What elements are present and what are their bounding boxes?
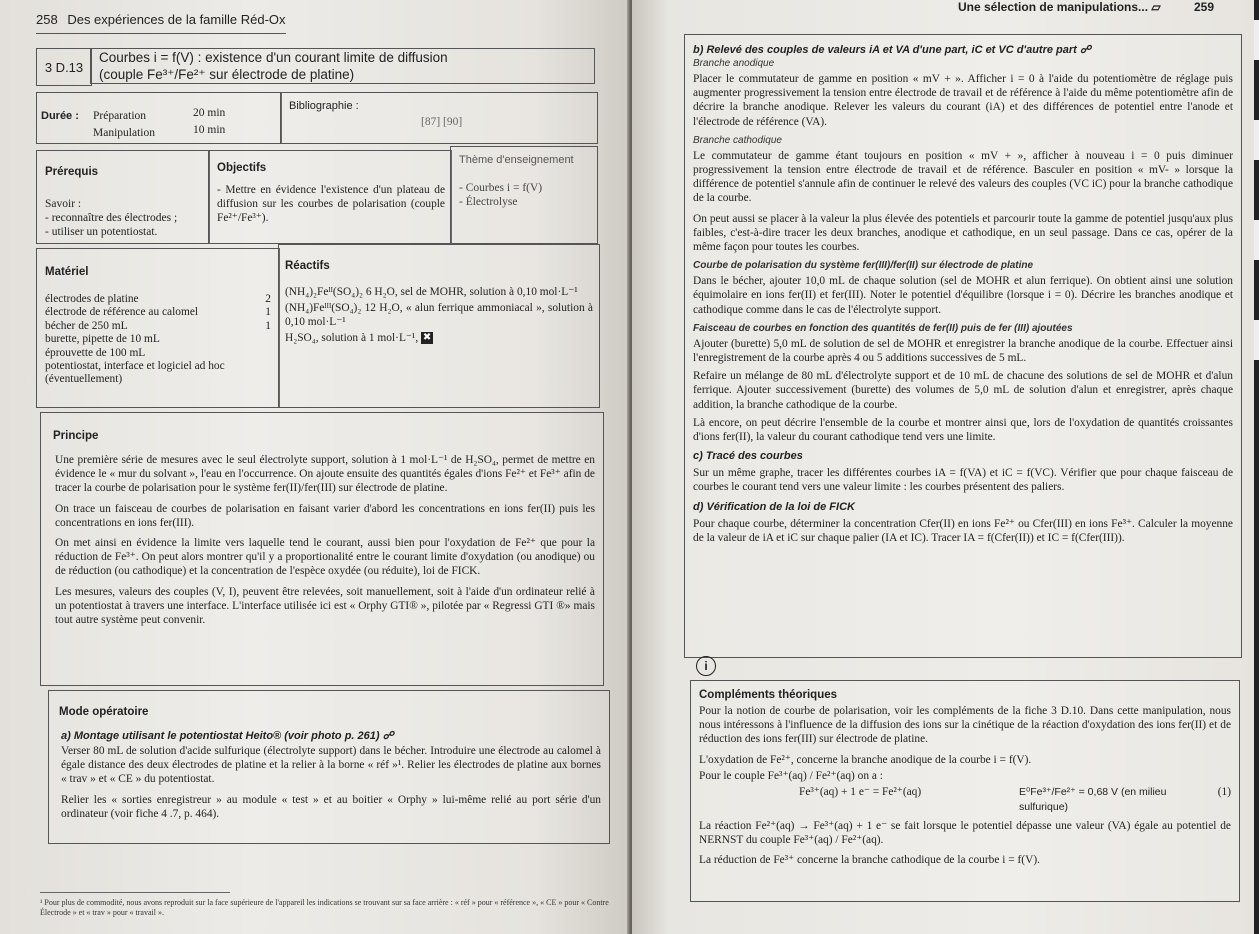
mode-paragraph: Verser 80 mL de solution d'acide sulfurique (électrolyte support) dans le bécher. Introduire une électrode au calomel à égale distance des deux électrodes de platine et la relier à la borne « réf »¹. Relier les électrodes de platine aux bornes « trav » et « CE » du potentiostat. — [61, 745, 601, 786]
objectifs-box — [208, 150, 452, 244]
branche-cathodique-label: Branche cathodique — [693, 134, 782, 146]
materiel-list — [45, 293, 271, 387]
hazard-icon: ✖ — [422, 332, 432, 343]
theme-heading: Thème d'enseignement — [459, 154, 574, 166]
prep-label: Préparation — [93, 110, 147, 122]
complements-body — [699, 689, 1231, 874]
materiel-box — [36, 248, 280, 408]
mode-operatoire-box — [48, 690, 610, 844]
section-b-paragraph: On peut aussi se placer à la valeur la plus élevée des potentiels et parcourir toute la gamme de potentiel jusqu'aux plus faibles, c'est-à-dire tracer les deux branches, anodique et cathodique, en un seul passage. Dans ce cas, opérer de la même façon pour toutes les courbes. — [693, 212, 1233, 254]
prerequis-line-1: Savoir : — [45, 198, 82, 210]
manip-value: 10 min — [193, 124, 226, 136]
materiel-item: burette, pipette de 10 mL — [45, 333, 160, 346]
mode-paragraph: Relier les « sorties enregistreur » au module « test » et au boitier « Orphy » lui-même relié au port série d'un ordinateur (voir fiche 4 .7, p. 464). — [61, 793, 601, 820]
complements-heading: Compléments théoriques — [699, 689, 838, 701]
equation-number: (1) — [1217, 786, 1231, 799]
complements-paragraph: La réduction de Fe³⁺ concerne la branche cathodique de la courbe i = f(V). — [699, 854, 1040, 867]
left-page-number: 258 — [36, 12, 58, 27]
principe-paragraph: On trace un faisceau de courbes de polarisation en faisant varier d'abord les concentrations en ions fer(II) puis les concentrations en ions fer(III). — [55, 502, 595, 529]
principe-body — [55, 453, 595, 633]
section-c-heading: c) Tracé des courbes — [693, 450, 803, 463]
principe-box — [40, 412, 604, 686]
theme-line-1: - Courbes i = f(V) — [459, 182, 543, 194]
complements-paragraph: Pour le couple Fe³⁺(aq) / Fe²⁺(aq) on a : — [699, 769, 883, 782]
equation-row — [699, 785, 1231, 815]
section-b-paragraph: Placer le commutateur de gamme en position « mV + ». Afficher i = 0 à l'aide du potentiomètre de réglage puis augmenter progressivement la tension entre électrode de travail et de référence à l'aide du même potentiomètre afin de décrire la branche anodique. Relever les valeurs du courant (iA) et des différences de potentiel entre l'anode et l'électrode de référence (VA). — [693, 73, 1233, 128]
bibliographie-refs: [87] [90] — [421, 116, 463, 128]
reactif-item: H₂SO₄, solution à 1 mol·L⁻¹, — [285, 331, 419, 344]
prep-value: 20 min — [193, 107, 226, 119]
page-edge — [1254, 0, 1259, 934]
materiel-item: électrodes de platine 2 — [45, 293, 271, 305]
page-edge-tab — [1254, 220, 1259, 260]
prerequis-line-2: - reconnaître des électrodes ; — [45, 212, 178, 224]
reactif-item: (NH₄)Feᴵᴵᴵ(SO₄)₂ 12 H₂O, « alun ferrique ammoniacal », solution à 0,10 mol·L⁻¹ — [285, 302, 593, 329]
bibliographie-box — [280, 92, 598, 144]
right-page — [632, 0, 1254, 934]
sheet-code: 3 D.13 — [36, 48, 92, 86]
principe-paragraph: On met ainsi en évidence la limite vers laquelle tend le courant, aussi bien pour l'oxydation de Fe²⁺ que pour la réduction de Fe³⁺. On peut alors montrer qu'il y a proportionalité entre le courant limite d'oxydation (ou anodique) ou de réduction (ou cathodique) et la concentration de l'espèce oxydée (ou réduite), loi de FICK. — [55, 537, 595, 578]
section-b-paragraph: Là encore, on peut décrire l'ensemble de la courbe et montrer ainsi que, lors de l'oxydation de quantités croissantes d'ions fer(II), la valeur du courant cathodique tend vers une limite. — [693, 416, 1233, 444]
right-page-running-title: Une sélection de manipulations... — [958, 0, 1149, 14]
materiel-item: électrode de référence au calomel 1 — [45, 306, 271, 319]
complements-paragraph: Pour la notion de courbe de polarisation, voir les compléments de la fiche 3 D.10. Dans cette manipulation, nous nous intéressons à l'influence de la diffusion des ions sur la cinétique de la réaction d'oxydation des ions fer(II) et de réduction des ions fer(III) sur électrode de platine. — [699, 705, 1231, 746]
prerequis-line-3: - utiliser un potentiostat. — [45, 226, 158, 238]
link-icon: ☍ — [1079, 44, 1092, 56]
materiel-heading: Matériel — [45, 266, 89, 278]
section-c-paragraph: Sur un même graphe, tracer les différentes courbes iA = f(VA) et iC = f(VC). Vérifier que pour chaque faisceau de courbes le courant tend vers une valeur limite : les courbes présentent des paliers. — [693, 467, 1233, 494]
materiel-item: éprouvette de 100 mL — [45, 346, 146, 359]
mode-operatoire-body — [61, 729, 601, 827]
mode-operatoire-subheading: a) Montage utilisant le potentiostat Heito® (voir photo p. 261) ☍ — [61, 730, 394, 742]
subheading-courbe-polarisation: Courbe de polarisation du système fer(III)/fer(II) sur électrode de platine — [693, 260, 1034, 272]
footnote-rule — [40, 892, 230, 893]
materiel-item: bécher de 250 mL 1 — [45, 319, 271, 332]
principe-paragraph: Les mesures, valeurs des couples (V, I), peuvent être relevées, soit manuellement, soit à l'aide d'un ordinateur relié à un potentiostat à travers une interface. L'interface utilisée ici est « Orphy GTI® », pilotée par « Regressi GTI ®» mais tout autre système peut convenir. — [55, 585, 595, 627]
section-b-heading: b) Relevé des couples de valeurs iA et VA d'une part, iC et VC d'autre part ☍ — [693, 44, 1092, 56]
link-icon: ☍ — [382, 730, 394, 742]
page-icon: ▱ — [1151, 0, 1161, 14]
footnote: ¹ Pour plus de commodité, nous avons reproduit sur la face supérieure de l'appareil les indications se trouvant sur sa face arrière : « réf » pour « référence », « CE » pour « Contre Électrode » et « trav » pour « travail ». — [40, 898, 609, 917]
right-page-number: 259 — [1193, 0, 1214, 14]
sheet-title — [90, 48, 595, 84]
section-d-heading: d) Vérification de la loi de FICK — [693, 500, 855, 513]
reactifs-list — [285, 285, 593, 345]
prerequis-box — [36, 150, 210, 244]
duree-box — [36, 92, 282, 144]
theme-box — [450, 146, 598, 244]
left-page — [0, 0, 629, 934]
page-edge-tab — [1254, 20, 1259, 60]
half-equation: Fe³⁺(aq) + 1 e⁻ = Fe²⁺(aq) — [799, 786, 922, 799]
materiel-item: potentiostat, interface et logiciel ad hoc (éventuellement) — [45, 360, 225, 386]
left-page-header — [36, 12, 286, 27]
reactif-item: (NH₄)₂Feᴵᴵ(SO₄)₂ 6 H₂O, sel de MOHR, solution à 0,10 mol·L⁻¹ — [285, 286, 578, 298]
reactif-item-row — [285, 332, 593, 345]
section-b-paragraph: Refaire un mélange de 80 mL d'électrolyte support et de 10 mL de chacune des solutions de sel de MOHR et d'alun ferrique. Ajouter successivement (burette) des volumes de 5,0 mL de solution d'alun et enregistrer, après chaque addition, la branche cathodique de la courbe. — [693, 370, 1233, 411]
principe-heading: Principe — [53, 430, 99, 442]
info-icon: i — [696, 656, 716, 676]
section-b-paragraph: Dans le bécher, ajouter 10,0 mL de chaque solution (sel de MOHR et alun ferrique). On obtient ainsi une solution équimolaire en ions fer(II) et fer(III). Noter le potentiel d'équilibre (lorsque i = 0). Décrire les branches anodique et cathodique comme dans le cas de l'électrolyte support. — [693, 275, 1233, 316]
objectifs-heading: Objectifs — [217, 162, 267, 174]
left-page-running-title: Des expériences de la famille Réd-Ox — [67, 12, 286, 27]
bibliographie-label: Bibliographie : — [289, 100, 359, 112]
reactifs-heading: Réactifs — [285, 260, 330, 272]
section-b-paragraph: Le commutateur de gamme étant toujours en position « mV + », afficher à nouveau i = 0 puis diminuer progressivement la tension entre électrode de travail et de référence. Basculer en position « mV- » lorsque la différence de potentiel s'annule afin de continuer le relevé des valeurs des couples (VC iC) pour la branche cathodique de la courbe. — [693, 149, 1233, 205]
branche-anodique-label: Branche anodique — [693, 58, 775, 69]
manip-label: Manipulation — [93, 127, 155, 139]
sheet-title-line2: (couple Fe³⁺/Fe²⁺ sur électrode de platine) — [99, 67, 355, 82]
subheading-faisceau: Faisceau de courbes en fonction des quantités de fer(II) puis de fer (III) ajoutées — [693, 322, 1073, 334]
standard-potential: E⁰Fe³⁺/Fe²⁺ = 0,68 V (en milieu sulfurique) — [1019, 786, 1167, 814]
info-icon-wrap — [696, 656, 716, 676]
sheet-title-line1: Courbes i = f(V) : existence d'un courant limite de diffusion — [99, 50, 448, 65]
header-rule — [36, 33, 286, 34]
section-b — [693, 43, 1233, 551]
mode-operatoire-heading: Mode opératoire — [59, 706, 149, 718]
section-b-paragraph: Ajouter (burette) 5,0 mL de solution de sel de MOHR et enregistrer la branche anodique de la courbe. Effectuer ainsi l'enregistrement de la courbe après 4 ou 5 additions successives de 5 mL. — [693, 337, 1233, 365]
objectifs-text: - Mettre en évidence l'existence d'un plateau de diffusion sur les courbes de polarisation (couple Fe²⁺/Fe³⁺). — [217, 184, 445, 225]
page-edge-tab — [1254, 320, 1259, 360]
page-edge-tab — [1254, 120, 1259, 160]
complements-paragraph: La réaction Fe²⁺(aq) → Fe³⁺(aq) + 1 e⁻ se fait lorsque le potentiel dépasse une valeur (VA) égale au potentiel de NERNST du couple Fe³⁺(aq) / Fe²⁺(aq). — [699, 820, 1231, 847]
right-page-header — [958, 0, 1214, 14]
section-d-paragraph: Pour chaque courbe, déterminer la concentration Cfer(II) en ions Fe²⁺ ou Cfer(III) en ions Fe³⁺. Calculer la moyenne de la valeur de iA et iC sur chaque palier (IA et IC). Tracer IA = f(Cfer(II)) et IC = f(Cfer(III)). — [693, 517, 1233, 544]
prerequis-heading: Prérequis — [45, 166, 99, 178]
theme-line-2: - Électrolyse — [459, 196, 518, 208]
complements-box — [690, 680, 1240, 902]
principe-paragraph: Une première série de mesures avec le seul électrolyte support, solution à 1 mol·L⁻¹ de H₂SO₄, permet de mettre en évidence le « mur du solvant », l'eau en l'occurrence. On ajoute ensuite des quantités égales d'ions Fe²⁺ et Fe³⁺ afin de tracer la courbe de polarisation pour le système fer(II)/fer(III) sur électrode de platine. — [55, 454, 595, 495]
reactifs-box — [278, 244, 600, 408]
duree-label: Durée : — [41, 110, 79, 122]
complements-paragraph: L'oxydation de Fe²⁺, concerne la branche anodique de la courbe i = f(V). — [699, 753, 1032, 766]
section-b-d-box — [684, 34, 1242, 658]
